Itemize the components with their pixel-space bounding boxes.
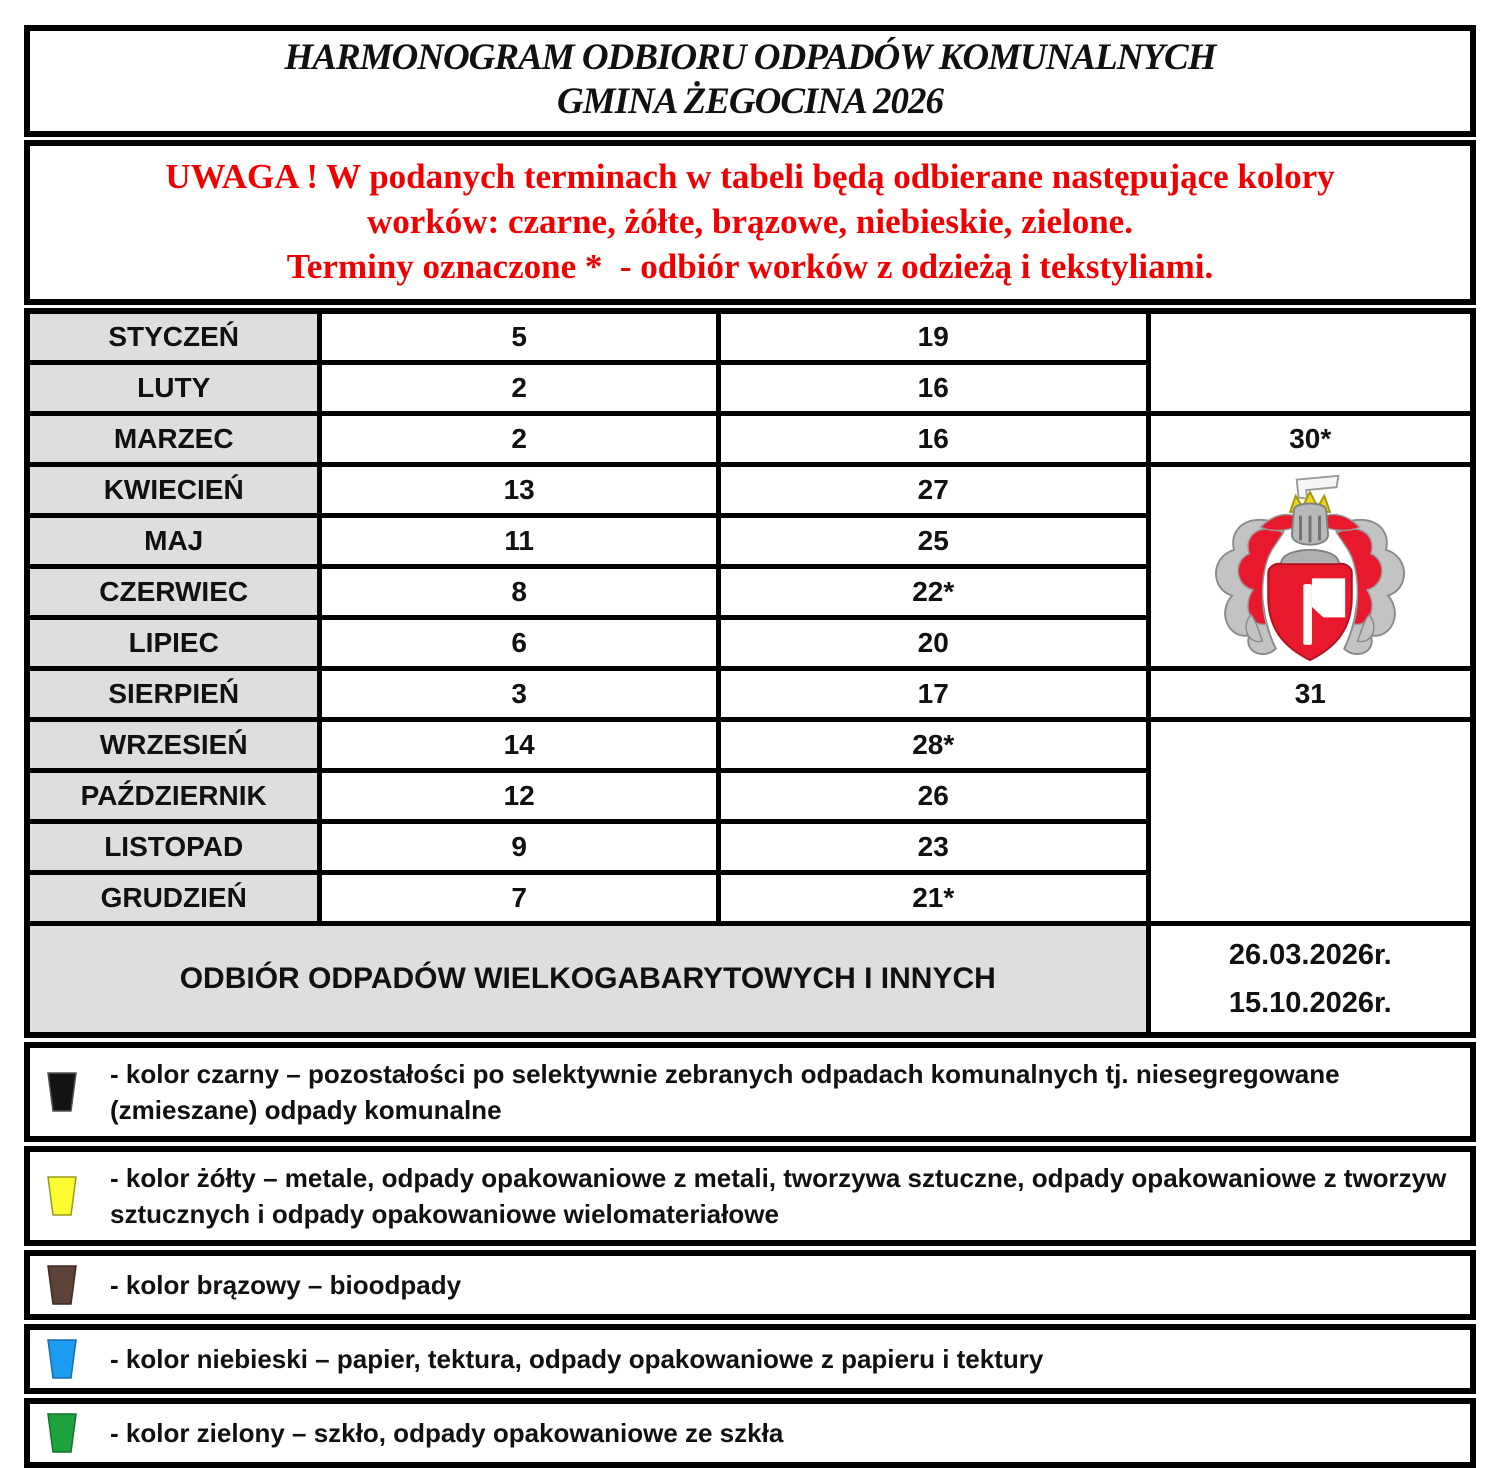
bulky-waste-dates bbox=[1151, 926, 1470, 1032]
coat-of-arms-cell bbox=[1151, 467, 1470, 666]
blue-bag-icon bbox=[44, 1338, 80, 1380]
legend-text: - kolor brązowy – bioodpady bbox=[110, 1270, 462, 1300]
date-cell: 7 bbox=[322, 875, 716, 921]
date-cell: 16 bbox=[721, 365, 1146, 411]
warning-line: Terminy oznaczone * - odbiór worków z odzieżą i tekstyliami. bbox=[286, 247, 1214, 286]
bulky-date: 26.03.2026r. bbox=[1228, 939, 1392, 971]
month-cell: MAJ bbox=[30, 518, 317, 564]
title-section bbox=[24, 25, 1476, 137]
month-cell: STYCZEŃ bbox=[30, 314, 317, 360]
month-cell: PAŹDZIERNIK bbox=[30, 773, 317, 819]
coat-of-arms bbox=[1196, 472, 1424, 662]
date-cell: 21* bbox=[721, 875, 1146, 921]
date-cell: 3 bbox=[322, 671, 716, 717]
date-cell: 2 bbox=[322, 416, 716, 462]
date-cell: 9 bbox=[322, 824, 716, 870]
month-cell: WRZESIEŃ bbox=[30, 722, 317, 768]
date-cell: 12 bbox=[322, 773, 716, 819]
date-cell: 23 bbox=[721, 824, 1146, 870]
warning-section bbox=[24, 140, 1476, 305]
bulky-date: 15.10.2026r. bbox=[1228, 987, 1392, 1019]
schedule-document bbox=[24, 0, 1476, 1468]
extra-date-sierpien: 31 bbox=[1151, 671, 1470, 717]
month-cell: LUTY bbox=[30, 365, 317, 411]
month-cell: SIERPIEŃ bbox=[30, 671, 317, 717]
date-cell: 13 bbox=[322, 467, 716, 513]
date-cell: 28* bbox=[721, 722, 1146, 768]
date-cell: 27 bbox=[721, 467, 1146, 513]
month-cell: CZERWIEC bbox=[30, 569, 317, 615]
date-cell: 2 bbox=[322, 365, 716, 411]
extra-date-marzec: 30* bbox=[1151, 416, 1470, 462]
date-cell: 26 bbox=[721, 773, 1146, 819]
month-cell: GRUDZIEŃ bbox=[30, 875, 317, 921]
collection-schedule-table bbox=[24, 308, 1476, 1038]
date-cell: 11 bbox=[322, 518, 716, 564]
bulky-waste-label: ODBIÓR ODPADÓW WIELKOGABARYTOWYCH I INNYCH bbox=[30, 926, 1146, 1032]
legend-item-brown bbox=[24, 1250, 1476, 1320]
date-cell: 16 bbox=[721, 416, 1146, 462]
month-cell: LISTOPAD bbox=[30, 824, 317, 870]
green-bag-icon bbox=[44, 1412, 80, 1454]
right-column-empty-cell bbox=[1151, 314, 1470, 411]
date-cell: 6 bbox=[322, 620, 716, 666]
date-cell: 19 bbox=[721, 314, 1146, 360]
legend-item-black bbox=[24, 1042, 1476, 1142]
legend-item-green bbox=[24, 1398, 1476, 1468]
legend-text: - kolor czarny – pozostałości po selektywnie zebranych odpadach komunalnych tj. niesegregowane (zmieszane) odpady komunalne bbox=[110, 1059, 1340, 1125]
date-cell: 8 bbox=[322, 569, 716, 615]
date-cell: 14 bbox=[322, 722, 716, 768]
page-title: HARMONOGRAM ODBIORU ODPADÓW KOMUNALNYCH bbox=[284, 37, 1216, 78]
legend-text: - kolor zielony – szkło, odpady opakowaniowe ze szkła bbox=[110, 1418, 784, 1448]
page-subtitle: GMINA ŻEGOCINA 2026 bbox=[556, 81, 944, 122]
legend-item-yellow bbox=[24, 1146, 1476, 1246]
date-cell: 22* bbox=[721, 569, 1146, 615]
black-bag-icon bbox=[44, 1071, 80, 1113]
yellow-bag-icon bbox=[44, 1175, 80, 1217]
legend bbox=[24, 1042, 1476, 1468]
warning-line: worków: czarne, żółte, brązowe, niebieskie, zielone. bbox=[367, 202, 1133, 241]
legend-text: - kolor niebieski – papier, tektura, odpady opakowaniowe z papieru i tektury bbox=[110, 1344, 1044, 1374]
date-cell: 5 bbox=[322, 314, 716, 360]
date-cell: 20 bbox=[721, 620, 1146, 666]
month-cell: MARZEC bbox=[30, 416, 317, 462]
legend-item-blue bbox=[24, 1324, 1476, 1394]
date-cell: 25 bbox=[721, 518, 1146, 564]
month-cell: KWIECIEŃ bbox=[30, 467, 317, 513]
month-cell: LIPIEC bbox=[30, 620, 317, 666]
date-cell: 17 bbox=[721, 671, 1146, 717]
right-column-empty-cell bbox=[1151, 722, 1470, 921]
warning-line: UWAGA ! W podanych terminach w tabeli będą odbierane następujące kolory bbox=[165, 157, 1335, 196]
legend-text: - kolor żółty – metale, odpady opakowaniowe z metali, tworzywa sztuczne, odpady opakowaniowe z tworzyw sztucznych i odpady opakowaniowe wielomateriałowe bbox=[110, 1163, 1447, 1229]
brown-bag-icon bbox=[44, 1264, 80, 1306]
